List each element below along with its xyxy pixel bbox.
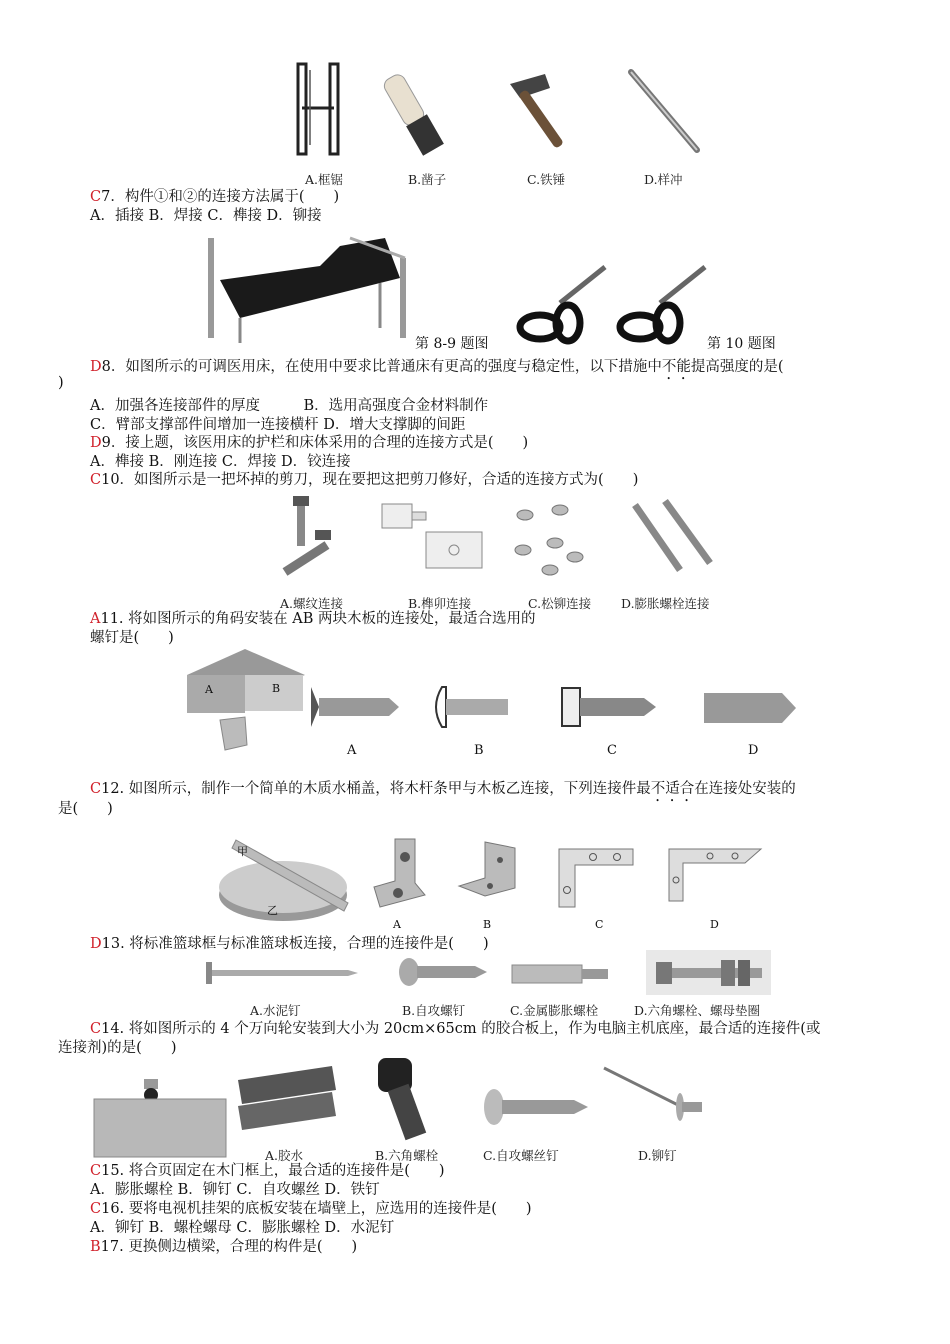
caption-10a: A.螺纹连接 [280, 596, 344, 611]
emphasis-8: 不能 [661, 359, 691, 375]
caption-12c: C [595, 918, 604, 931]
question-17 [90, 1235, 357, 1256]
caption-hammer: C.铁锤 [527, 172, 566, 187]
hex-head-screw-figure [560, 682, 660, 732]
broken-scissors-figure-2 [610, 265, 710, 345]
stem-12a: 12. 如图所示，制作一个简单的木质水桶盖，将木杆条甲与木板乙连接，下列连接件最 [101, 781, 651, 797]
answer-13: D [90, 936, 102, 952]
caption-center-punch: D.样冲 [644, 172, 683, 187]
question-15 [90, 1159, 445, 1180]
answer-15: C [90, 1163, 102, 1179]
caption-13d: D.六角螺栓、螺母垫圈 [634, 1003, 761, 1018]
hex-bolt-nut-figure [646, 950, 771, 995]
stem-14b: 连接剂)的是( ) [58, 1040, 177, 1056]
answer-12: C [90, 781, 102, 797]
caption-frame-saw: A.框锯 [305, 172, 344, 187]
mortise-tenon-figure [378, 498, 488, 578]
options-15: A．膨胀螺栓 B．铆钉 C．自攻螺丝 D．铁钉 [90, 1182, 380, 1198]
caption-10d: D.膨胀螺栓连接 [621, 596, 710, 611]
options-7: A．插接 B．焊接 C．榫接 D．铆接 [90, 208, 322, 224]
stem-17: 17. 更换侧边横梁，合理的构件是( ) [100, 1239, 358, 1255]
stem-14a: 14. 将如图所示的 4 个万向轮安装到大小为 20cm×65cm 的胶合板上，作为电脑主机底座，最合适的连接件(或 [101, 1021, 821, 1037]
hammer-figure [500, 66, 590, 156]
caption-11c: C [607, 743, 617, 758]
figure-label-8-9: 第 8-9 题图 [415, 336, 489, 352]
countersunk-screw-figure [305, 682, 400, 732]
emphasis-12: 不适合 [650, 781, 695, 797]
answer-11: A [90, 611, 101, 627]
question-14 [90, 1017, 820, 1038]
stem-8a: 8．如图所示的可调医用床，在使用中要求比普通床有更高的强度与稳定性，以下措施中 [101, 359, 662, 375]
rivet-figure [598, 1060, 708, 1130]
options-16: A．铆钉 B．螺栓螺母 C．膨胀螺栓 D．水泥钉 [90, 1220, 395, 1236]
answer-17: B [90, 1239, 101, 1255]
options-8-line2: C．臂部支撑部件间增加一连接横杆 D．增大支撑脚的间距 [90, 417, 466, 433]
question-10 [90, 468, 638, 489]
figure-label-10: 第 10 题图 [707, 336, 776, 352]
stem-8-tail: ) [58, 375, 64, 391]
caption-11d: D [748, 743, 759, 758]
caption-14c: C.自攻螺丝钉 [483, 1148, 559, 1163]
chisel-figure [385, 68, 475, 158]
hospital-bed-figure [200, 218, 415, 348]
bracket-b-figure [455, 838, 520, 903]
stem-12-tail: 是( ) [58, 801, 113, 817]
self-tapping-screw-figure [480, 1085, 590, 1130]
board-b-label: B [272, 682, 281, 695]
metal-expansion-bolt-figure [508, 957, 613, 991]
bracket-a-figure [370, 835, 430, 910]
options-8-line1: A．加强各连接部件的厚度 B．选用高强度合金材料制作 [90, 398, 489, 414]
center-punch-figure [625, 66, 705, 156]
board-a-label: A [205, 683, 213, 696]
answer-10: C [90, 472, 102, 488]
broken-scissors-figure-1 [510, 265, 610, 345]
label-jia: 甲 [237, 845, 248, 858]
screw-connection-figure [275, 490, 355, 590]
question-9 [90, 431, 528, 452]
stem-11a: 11. 将如图所示的角码安装在 AB 两块木板的连接处，最适合选用的 [100, 611, 536, 627]
caption-13b: B.自攻螺钉 [402, 1003, 466, 1018]
stem-15: 15. 将合页固定在木门框上，最合适的连接件是( ) [101, 1163, 445, 1179]
tapping-screw-figure [395, 955, 490, 989]
expansion-bolt-figure [625, 495, 720, 580]
frame-saw-figure [290, 60, 350, 160]
label-yi: 乙 [267, 904, 278, 917]
question-8 [90, 355, 784, 383]
stem-16: 16. 要将电视机挂架的底板安装在墙壁上，应选用的连接件是( ) [101, 1201, 532, 1217]
options-9: A．榫接 B．刚连接 C．焊接 D．铰连接 [90, 454, 351, 470]
caption-12a: A [393, 918, 401, 931]
question-11 [90, 607, 536, 628]
caption-14a: A.胶水 [265, 1148, 304, 1163]
caption-10b: B.榫卯连接 [408, 596, 472, 611]
stem-11b: 螺钉是( ) [90, 630, 174, 646]
answer-14: C [90, 1021, 102, 1037]
caption-10c: C.松铆连接 [528, 596, 592, 611]
cement-nail-figure [200, 958, 360, 988]
round-head-screw-figure [432, 682, 517, 732]
question-12 [90, 777, 796, 805]
caption-11a: A [347, 743, 357, 758]
glue-tubes-figure [232, 1060, 342, 1140]
caster-plywood-figure [90, 1075, 230, 1160]
answer-8: D [90, 359, 102, 375]
bracket-d-figure [665, 845, 765, 905]
question-7 [90, 185, 339, 206]
answer-16: C [90, 1201, 102, 1217]
caption-12d: D [710, 918, 719, 931]
question-16 [90, 1197, 532, 1218]
caption-14d: D.铆钉 [638, 1148, 677, 1163]
stem-8b: 提高强度的是( [690, 359, 784, 375]
caption-chisel: B.凿子 [408, 172, 447, 187]
answer-9: D [90, 435, 102, 451]
stem-7: 7．构件①和②的连接方法属于( ) [101, 189, 340, 205]
set-screw-figure [700, 688, 800, 728]
corner-bracket-boards-figure [185, 645, 305, 755]
bracket-c-figure [555, 845, 635, 910]
stem-13: 13. 将标准篮球框与标准篮球板连接，合理的连接件是( ) [101, 936, 489, 952]
caption-11b: B [474, 743, 484, 758]
caption-13c: C.金属膨胀螺栓 [510, 1003, 599, 1018]
stem-12b: 在连接处安装的 [694, 781, 796, 797]
answer-7: C [90, 189, 102, 205]
caption-12b: B [483, 918, 492, 931]
caption-14b: B.六角螺栓 [375, 1148, 439, 1163]
socket-head-bolt-figure [372, 1052, 452, 1142]
stem-9: 9．接上题，该医用床的护栏和床体采用的合理的连接方式是( ) [101, 435, 529, 451]
stem-10: 10．如图所示是一把坏掉的剪刀，现在要把这把剪刀修好，合适的连接方式为( ) [101, 472, 639, 488]
question-13 [90, 932, 489, 953]
loose-rivet-figure [505, 495, 595, 585]
caption-13a: A.水泥钉 [250, 1003, 301, 1018]
